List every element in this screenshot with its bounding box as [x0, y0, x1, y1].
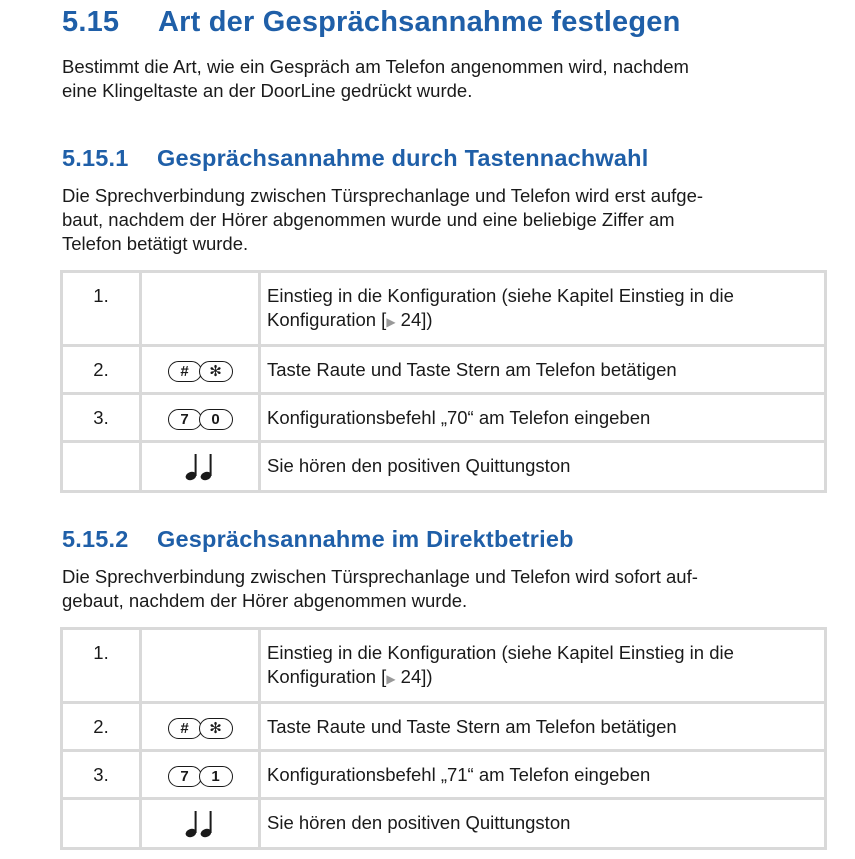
subsection-heading-2 [62, 526, 574, 553]
step-icon-cell [141, 442, 260, 492]
subsection-number: 5.15.2 [62, 526, 129, 552]
text-line: Telefon betätigt wurde. [62, 233, 249, 254]
step-number: 2. [62, 346, 141, 394]
step-keys [141, 346, 260, 394]
step-keys [141, 394, 260, 442]
digit-7-key-icon: 7 [168, 409, 202, 430]
digit-0-key-icon: 0 [199, 409, 233, 430]
triangle-right-icon: ▶ [386, 672, 396, 686]
step-row-4 [62, 799, 826, 849]
step-text: Taste Raute und Taste Stern am Telefon betätigen [260, 703, 826, 751]
step-text: Konfigurationsbefehl „70“ am Telefon eingeben [260, 394, 826, 442]
digit-1-key-icon: 1 [199, 766, 233, 787]
music-notes-icon [184, 809, 216, 839]
digit-7-key-icon: 7 [168, 766, 202, 787]
intro-line-1: Bestimmt die Art, wie ein Gespräch am Telefon angenommen wird, nachdem [62, 56, 689, 77]
step-text: Konfigurationsbefehl „71“ am Telefon eingeben [260, 751, 826, 799]
triangle-right-icon: ▶ [386, 315, 396, 329]
music-notes-icon [184, 452, 216, 482]
step-number [62, 799, 141, 849]
subsection-title: Gesprächsannahme im Direktbetrieb [157, 526, 574, 552]
section-heading [62, 6, 681, 39]
step-row-2 [62, 703, 826, 751]
step-text: Sie hören den positiven Quittungston [260, 442, 826, 492]
step-text-line: Konfiguration [ [267, 309, 387, 330]
subsection-title: Gesprächsannahme durch Tastennachwahl [157, 145, 649, 171]
text-line: Die Sprechverbindung zwischen Türsprechanlage und Telefon wird sofort auf- [62, 566, 698, 587]
subsection-heading-1 [62, 145, 648, 172]
step-text-line: Konfiguration [ [267, 666, 387, 687]
subsection-text-2 [62, 565, 832, 613]
step-icon-cell [141, 799, 260, 849]
step-icon-cell [141, 272, 260, 346]
steps-table-2 [60, 627, 827, 850]
hash-key-icon: # [168, 718, 202, 739]
step-number: 3. [62, 751, 141, 799]
step-number: 1. [62, 629, 141, 703]
step-row-1 [62, 272, 826, 346]
step-row-1 [62, 629, 826, 703]
section-title: Art der Gesprächsannahme festlegen [158, 6, 681, 38]
step-row-3 [62, 394, 826, 442]
step-text: Sie hören den positiven Quittungston [260, 799, 826, 849]
step-text-line: 24]) [395, 666, 433, 687]
step-number: 3. [62, 394, 141, 442]
hash-key-icon: # [168, 361, 202, 382]
step-text-line: Einstieg in die Konfiguration (siehe Kapitel Einstieg in die [267, 285, 734, 306]
step-text-line: 24]) [395, 309, 433, 330]
step-keys [141, 751, 260, 799]
section-number: 5.15 [62, 6, 120, 38]
step-text: Taste Raute und Taste Stern am Telefon betätigen [260, 346, 826, 394]
step-number [62, 442, 141, 492]
text-line: gebaut, nachdem der Hörer abgenommen wurde. [62, 590, 468, 611]
star-key-icon: ✻ [199, 718, 233, 739]
subsection-number: 5.15.1 [62, 145, 129, 171]
step-text-line: Einstieg in die Konfiguration (siehe Kapitel Einstieg in die [267, 642, 734, 663]
step-text [260, 629, 826, 703]
text-line: Die Sprechverbindung zwischen Türsprechanlage und Telefon wird erst aufge- [62, 185, 704, 206]
text-line: baut, nachdem der Hörer abgenommen wurde und eine beliebige Ziffer am [62, 209, 675, 230]
subsection-text-1 [62, 184, 832, 256]
intro-line-2: eine Klingeltaste an der DoorLine gedrückt wurde. [62, 80, 473, 101]
step-row-3 [62, 751, 826, 799]
steps-table-1 [60, 270, 827, 493]
star-key-icon: ✻ [199, 361, 233, 382]
step-text [260, 272, 826, 346]
step-number: 1. [62, 272, 141, 346]
step-row-2 [62, 346, 826, 394]
step-keys [141, 703, 260, 751]
step-icon-cell [141, 629, 260, 703]
section-intro [62, 55, 832, 103]
step-row-4 [62, 442, 826, 492]
step-number: 2. [62, 703, 141, 751]
